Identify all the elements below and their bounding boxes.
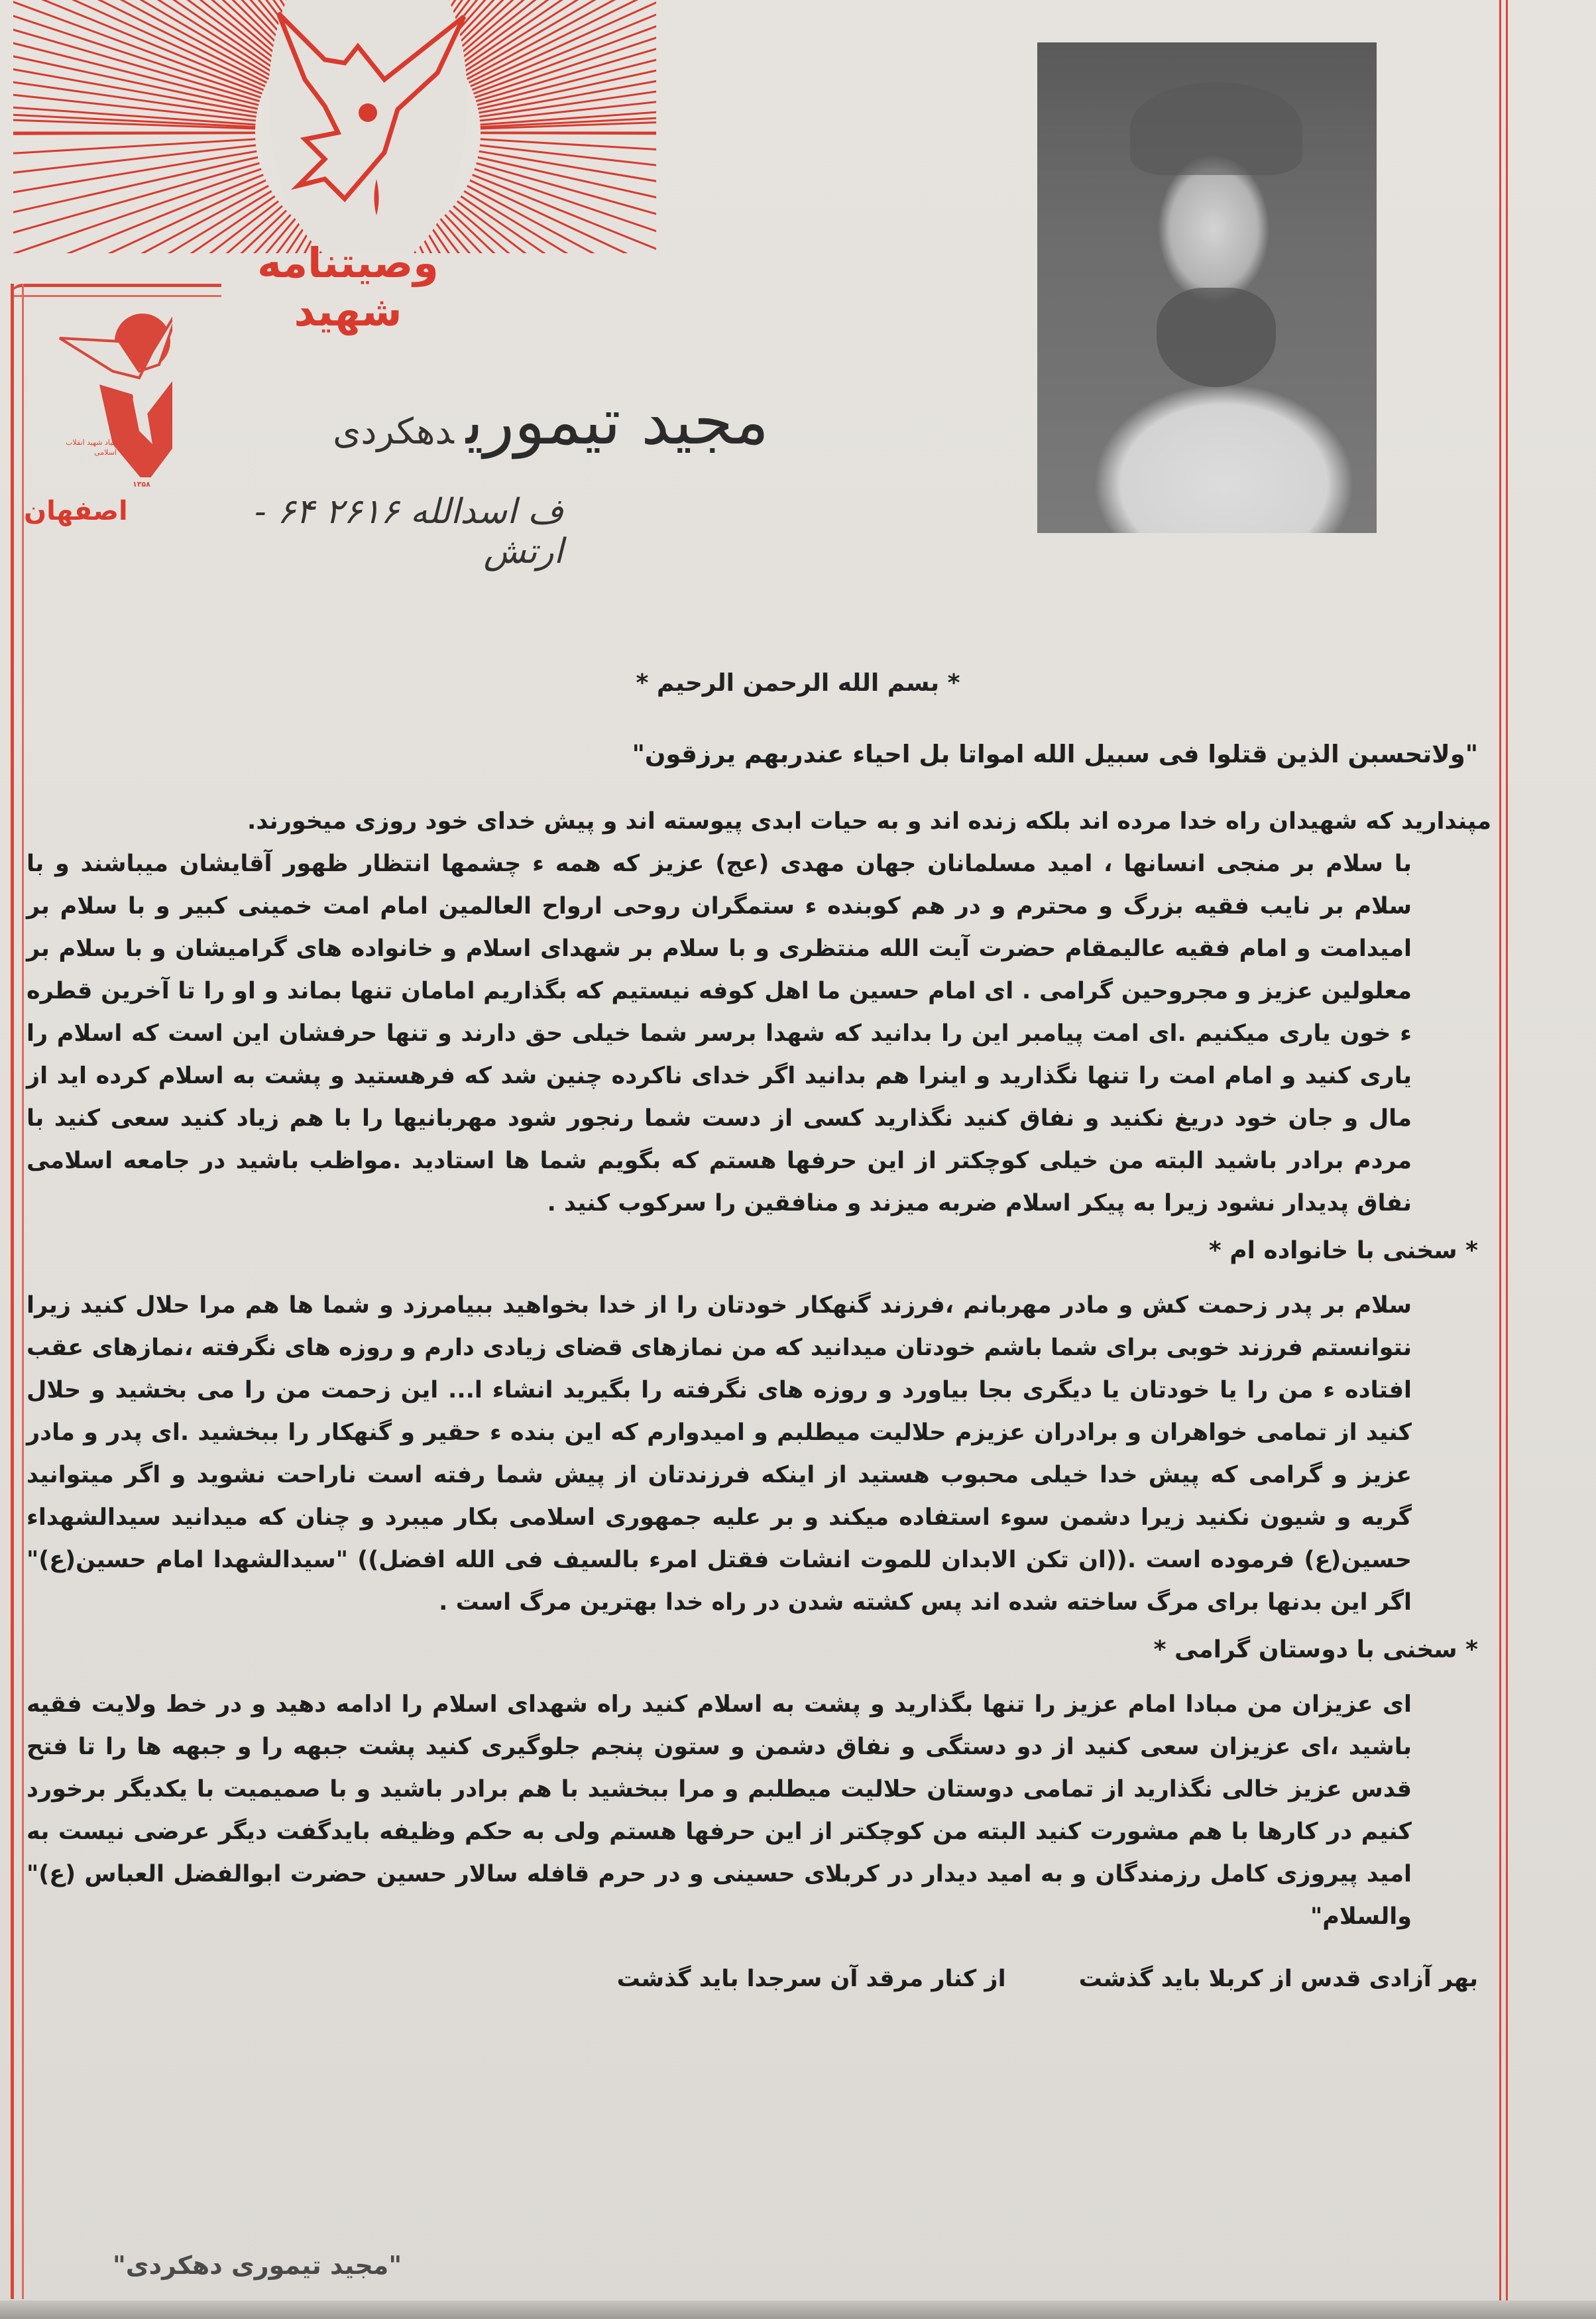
sunburst-ray [469,0,656,83]
martyr-name: مجید تیموری [465,385,769,459]
signature: "مجید تیموری دهکردی" [113,2251,402,2280]
photo-hair-shading [1130,82,1302,175]
scan-bottom-edge [0,2300,1596,2319]
closing-poem [27,1958,1491,2000]
sunburst-ray [13,133,255,135]
paragraph-friends: ای عزیزان من مبادا امام عزیز را تنها بگذارید و پشت به اسلام کنید راه شهدای اسلام را ادامه دهید و در خط ولایت فقیه باشید ،ای عزیزان سعی کنید از دو دستگی و نفاق دشمن و ستون پنجم جلوگیری کنید پشت جبهه را و جبهه ها را تا فتح قدس عزیز خالی نگذارید از تمامی دوستان حلالیت میطلبم و مرا ببخشید با هم برادر باشید و با صمیمیت با یکدیگر برخورد کنیم در کارها با هم مشورت کنید البته من کوچکتر از این حرفها هستم ولی به حکم وظیفه بایدگفت دیگر عرضی نیست به امید پیروزی کامل رزمندگان و به امید دیدار در کربلای حسینی و در حرم قافله سالار حسین حضرت ابوالفضل العباس (ع)" والسلام" [27,1691,1412,1930]
logo-tulip-shape [99,381,172,477]
quran-verse: "ولاتحسبن الذین قتلوا فی سبیل الله امواتا بل احیاء عندربهم یرزقون" [632,740,1478,768]
logo-year: ۱۳۵۸ [133,480,150,489]
frame-border-right [1499,0,1508,2319]
document-title: وصیتنامه شهید [257,239,439,335]
martyr-name-handwritten [239,385,769,459]
sunburst-ray [475,169,656,253]
paragraph-family: سلام بر پدر زحمت کش و مادر مهربانم ،فرزند گنهکار خودتان را از خدا بخواهید ببیامرزد و شما ها هم مرا حلال کنید زیرا نتوانستم فرزند خوبی برای شما باشم خودتان میدانید که من نمازهای قضای زیادی دارم و روزه های نگرفته ،نمازهای عقب افتاده ء من را یا خودتان یا دیگری بجا بیاورد و روزه های نگرفته را بگیرید انشاء ا... این زحمت من را می بخشید و حلال کنید از تمامی خواهران و برادران عزیزم حلالیت میطلبم و امیدوارم که این بنده ء حقیر و گنهکار را ببخشید .ای پدر و مادر عزیز و گرامی که پیش خدا خیلی محبوب هستید از اینکه فرزندتان از پیش شما رفته است ناراحت نشوید و اگر میتوانید گریه و شیون نکنید زیرا دشمن سوء استفاده میکند و بر علیه جمهوری اسلامی بکار میبرد و چنان که میدانید سیدالشهداء حسین(ع) فرموده است .((ان تکن الابدان للموت انشات فقتل امرء بالسیف فی الله افضل)) "سیدالشهدا امام حسین(ع)" اگر این بدنها برای مرگ ساخته شده اند پس کشته شدن در راه خدا بهترین مرگ است . [27,1292,1412,1616]
city-label: اصفهان [24,496,128,526]
sunburst-ray [13,163,259,253]
sunburst-ray [13,0,262,93]
martyr-surname-suffix: دهکردی [333,410,454,452]
poem-line-right: بهر آزادی قدس از کربلا باید گذشت [1078,1966,1478,1992]
heading-family: * سخنی با خانواده ام * [1208,1237,1478,1264]
paragraph-intro: مپندارید که شهیدان راه خدا مرده اند بلکه زنده اند و به حیات ابدی پیوسته اند و پیش خدای خود روزی میخورند. [247,808,1491,835]
blood-spot [359,103,377,122]
dove-sunburst-emblem [13,0,656,253]
logo-caption: بنیاد شهید انقلاب اسلامی [66,438,117,457]
frame-border-left [11,284,24,2299]
martyr-id-handwritten: ف اسدالله ۲۶۱۶ ۶۴ - ارتش [255,492,563,571]
sunburst-ray [481,133,656,135]
photo-beard-shading [1157,288,1276,387]
testament-body [27,663,1491,2000]
heading-friends: * سخنی با دوستان گرامی * [1153,1636,1478,1663]
sunburst-ray [480,145,656,184]
sunburst-ray [473,175,656,253]
paragraph-greetings: با سلام بر منجی انسانها ، امید مسلمانان جهان مهدی (عج) عزیز که همه ء چشمها انتظار ظهور آقایشان میباشند و با سلام بر نایب فقیه بزرگ و محترم و در هم کوبنده ء ستمگران روحی ارواح العالمین امام امت خمینی کبیر و با سلام بر امیدامت و امام فقیه عالیمقام حضرت آیت الله منتظری و با سلام بر شهدای اسلام و خانواده های گرامیشان و با سلام بر معلولین عزیز و مجروحین گرامی . ای امام حسین ما اهل کوفه نیستیم که بگذاریم امامان تنها بماند و او را تا آخرین قطره ء خون یاری میکنیم .ای امت پیامبر این را بدانید که شهدا برسر شما خیلی حق دارند و تنها حرفشان این است که اسلام را یاری کنید و امام امت را تنها نگذارید و اینرا هم بدانید اگر خدای ناکرده چنین شد که فرهستید و پشت به اسلام کرده اید از مال و جان خود دریغ نکنید و نفاق کنید نگذارید کسی از دست شما رنجور شود مهربانیها را با هم زیاد کنید سعی کنید با مردم برادر باشید البته من خیلی کوچکتر از این حرفها هستم که بگویم شما ها استادید .مواظب باشید در جامعه اسلامی نفاق پدیدار نشود زیرا به پیکر اسلام ضربه میزند و منافقین را سرکوب کنید . [27,851,1412,1217]
poem-line-left: از کنار مرقد آن سرجدا باید گذشت [616,1966,1006,1992]
bismillah-heading: * بسم الله الرحمن الرحیم * [636,670,960,697]
martyr-photo [1037,42,1377,533]
